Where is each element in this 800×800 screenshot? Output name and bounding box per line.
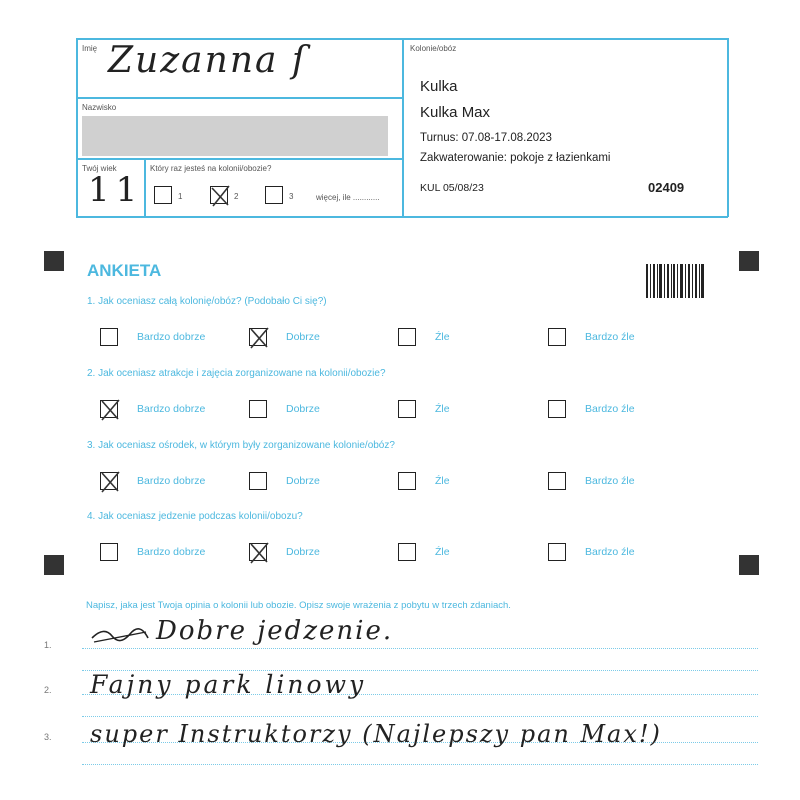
question-3-option-4-checkbox[interactable] xyxy=(548,472,566,490)
camp-code: KUL 05/08/23 xyxy=(420,182,484,194)
visit-option-3-label: 3 xyxy=(289,192,294,201)
line-number: 3. xyxy=(44,732,52,742)
question-1-option-2-checkbox[interactable] xyxy=(249,328,267,346)
check-mark-icon xyxy=(248,326,270,350)
visit-option-1-label: 1 xyxy=(178,192,183,201)
age-value[interactable]: 11 xyxy=(88,170,144,210)
question-1-option-4-checkbox[interactable] xyxy=(548,328,566,346)
camp-name: Kulka xyxy=(420,78,458,95)
registration-marker xyxy=(739,555,759,575)
question-4-option-1-label: Bardzo dobrze xyxy=(137,546,206,558)
question-4-option-3-checkbox[interactable] xyxy=(398,543,416,561)
camp-label: Kolonie/obóz xyxy=(410,44,457,53)
turnus-info: Turnus: 07.08-17.08.2023 xyxy=(420,132,552,144)
age-label: Twój wiek xyxy=(82,164,117,173)
check-mark-icon xyxy=(99,398,121,422)
check-mark-icon xyxy=(248,541,270,565)
question-4-option-2-label: Dobrze xyxy=(286,546,320,558)
redacted-surname xyxy=(82,116,388,156)
check-mark-icon xyxy=(209,184,231,208)
question-1-option-4-label: Bardzo źle xyxy=(585,331,635,343)
check-mark-icon xyxy=(99,470,121,494)
question-3-option-3-label: Źle xyxy=(435,475,450,487)
opinion-answer-1[interactable]: Dobre jedzenie. xyxy=(156,616,394,646)
question-2-option-3-checkbox[interactable] xyxy=(398,400,416,418)
form-number: 02409 xyxy=(648,180,685,195)
survey-title: ANKIETA xyxy=(87,261,162,280)
question-2-option-2-label: Dobrze xyxy=(286,403,320,415)
accommodation-info: Zakwaterowanie: pokoje z łazienkami xyxy=(420,152,611,164)
question-1-option-3-label: Źle xyxy=(435,331,450,343)
question-3-option-2-label: Dobrze xyxy=(286,475,320,487)
first-name-label: Imię xyxy=(82,44,98,53)
visit-option-3-checkbox[interactable] xyxy=(265,186,283,204)
camp-program: Kulka Max xyxy=(420,104,491,121)
surname-label: Nazwisko xyxy=(82,103,117,112)
question-1-option-3-checkbox[interactable] xyxy=(398,328,416,346)
question-3-option-4-label: Bardzo źle xyxy=(585,475,635,487)
dotted-line xyxy=(82,648,758,649)
question-2-option-4-checkbox[interactable] xyxy=(548,400,566,418)
question-3-option-2-checkbox[interactable] xyxy=(249,472,267,490)
opinion-answer-2[interactable]: Fajny park linowy xyxy=(90,670,367,699)
visit-option-2-label: 2 xyxy=(234,192,239,201)
first-name-value[interactable]: Zuzanna ſ xyxy=(108,40,308,81)
registration-marker xyxy=(739,251,759,271)
barcode-icon xyxy=(646,264,704,298)
question-4-option-2-checkbox[interactable] xyxy=(249,543,267,561)
dotted-line xyxy=(82,764,758,765)
question-3-text: 3. Jak oceniasz ośrodek, w którym były zorganizowane kolonie/obóz? xyxy=(87,440,395,451)
opinion-answer-3[interactable]: super Instruktorzy (Najlepszy pan Max!) xyxy=(90,720,662,748)
question-1-option-2-label: Dobrze xyxy=(286,331,320,343)
question-2-text: 2. Jak oceniasz atrakcje i zajęcia zorganizowane na kolonii/obozie? xyxy=(87,368,386,379)
question-1-text: 1. Jak oceniasz całą kolonię/obóz? (Podobało Ci się?) xyxy=(87,296,327,307)
visit-option-2-checkbox[interactable] xyxy=(210,186,228,204)
visits-label: Który raz jesteś na kolonii/obozie? xyxy=(150,164,272,173)
line-number: 2. xyxy=(44,685,52,695)
question-4-option-1-checkbox[interactable] xyxy=(100,543,118,561)
question-3-option-1-label: Bardzo dobrze xyxy=(137,475,206,487)
question-3-option-3-checkbox[interactable] xyxy=(398,472,416,490)
question-2-option-1-checkbox[interactable] xyxy=(100,400,118,418)
question-2-option-1-label: Bardzo dobrze xyxy=(137,403,206,415)
strike-out-mark xyxy=(90,624,152,648)
registration-marker xyxy=(44,555,64,575)
question-1-option-1-label: Bardzo dobrze xyxy=(137,331,206,343)
visit-option-1-checkbox[interactable] xyxy=(154,186,172,204)
question-3-option-1-checkbox[interactable] xyxy=(100,472,118,490)
line-number: 1. xyxy=(44,640,52,650)
registration-marker xyxy=(44,251,64,271)
question-2-option-3-label: Źle xyxy=(435,403,450,415)
dotted-line xyxy=(82,716,758,717)
question-1-option-1-checkbox[interactable] xyxy=(100,328,118,346)
opinion-prompt: Napisz, jaka jest Twoja opinia o kolonii lub obozie. Opisz swoje wrażenia z pobytu w trzech zdaniach. xyxy=(86,600,511,611)
question-4-option-4-label: Bardzo źle xyxy=(585,546,635,558)
question-2-option-4-label: Bardzo źle xyxy=(585,403,635,415)
question-4-option-3-label: Źle xyxy=(435,546,450,558)
visit-more-label: więcej, ile ............ xyxy=(316,193,380,202)
question-2-option-2-checkbox[interactable] xyxy=(249,400,267,418)
question-4-option-4-checkbox[interactable] xyxy=(548,543,566,561)
question-4-text: 4. Jak oceniasz jedzenie podczas kolonii/obozu? xyxy=(87,511,303,522)
